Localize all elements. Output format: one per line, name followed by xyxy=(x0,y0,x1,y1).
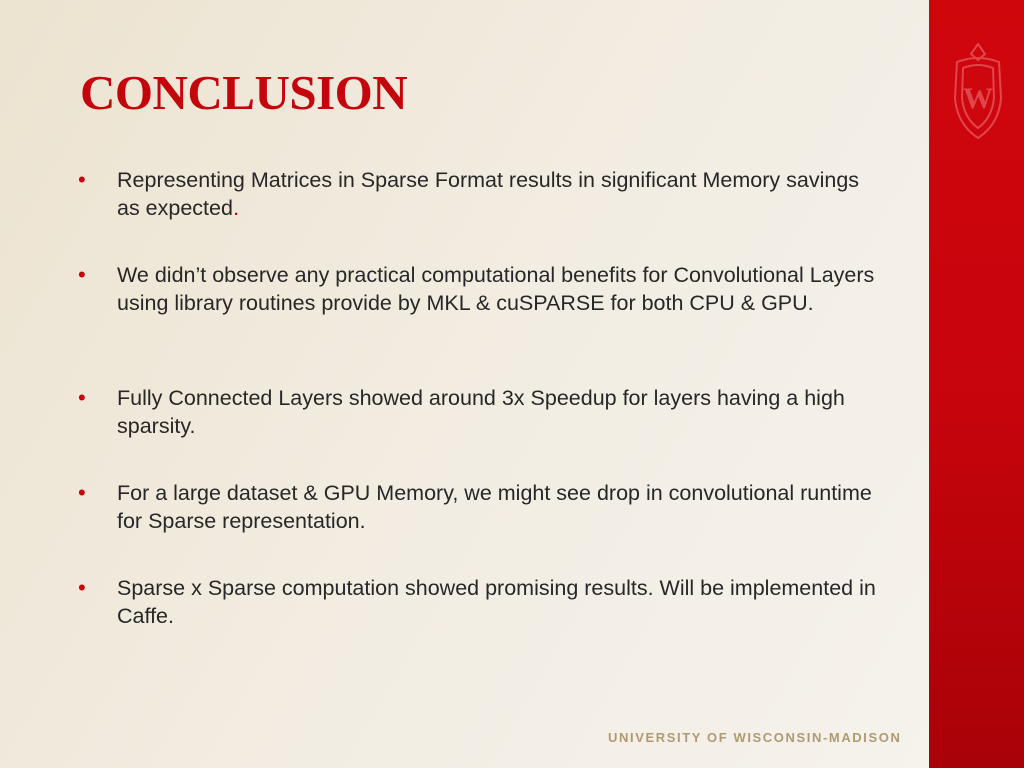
bullet-icon: • xyxy=(78,575,86,600)
bullet-icon: • xyxy=(78,480,86,505)
bullet-text: We didn’t observe any practical computational benefits for Convolutional Layers using library routines provide by MKL & cuSPARSE for both CPU & GPU. xyxy=(117,263,875,315)
bullet-text: Fully Connected Layers showed around 3x Speedup for layers having a high sparsity. xyxy=(117,386,845,438)
bullet-text: For a large dataset & GPU Memory, we might see drop in convolutional runtime for Sparse representation. xyxy=(117,481,872,533)
bullet-icon: • xyxy=(78,167,86,192)
bullet-icon: • xyxy=(78,385,86,410)
slide-title: CONCLUSION xyxy=(80,65,408,120)
bullet-icon: • xyxy=(78,262,86,287)
bullet-text: Sparse x Sparse computation showed promising results. Will be implemented in Caffe. xyxy=(117,576,876,628)
bullet-trailing-period: . xyxy=(232,196,239,220)
uw-crest-icon xyxy=(945,40,1011,144)
footer-university-name: UNIVERSITY OF WISCONSIN-MADISON xyxy=(608,730,902,745)
side-band xyxy=(929,0,1024,768)
svg-text:W: W xyxy=(963,82,993,115)
bullet-text: Representing Matrices in Sparse Format results in significant Memory savings as expected. xyxy=(117,168,860,220)
